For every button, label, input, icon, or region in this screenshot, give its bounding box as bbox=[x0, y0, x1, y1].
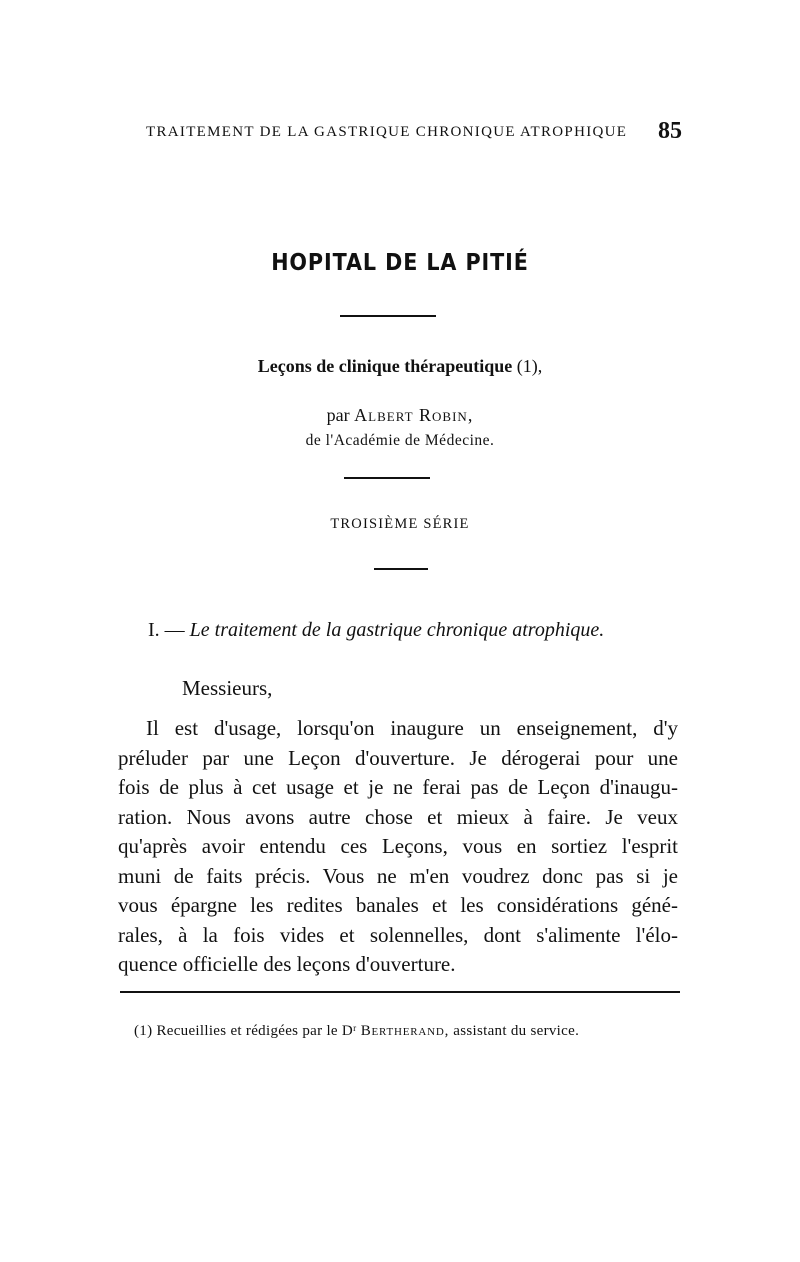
footnote-text: Recueillies et rédigées par le Dʳ bbox=[156, 1023, 357, 1039]
footnote-name: Bertherand, bbox=[360, 1023, 450, 1039]
author-prefix: par bbox=[326, 405, 350, 425]
section-number: I. — bbox=[148, 619, 185, 641]
series-label: TROISIÈME SÉRIE bbox=[330, 516, 470, 532]
author-affiliation: de l'Académie de Médecine. bbox=[305, 432, 495, 449]
text-line: quence officielle des leçons d'ouverture. bbox=[118, 952, 456, 976]
text-line: rales, à la fois vides et solennelles, dont s'alimente l'élo- bbox=[118, 922, 678, 947]
text-line: Il est d'usage, lorsqu'on inaugure un enseignement, d'y bbox=[146, 716, 678, 740]
hospital-title: HOPITAL DE LA PITIÉ bbox=[271, 250, 529, 276]
author-name: Albert Robin, bbox=[354, 405, 474, 425]
page-number: 85 bbox=[658, 118, 682, 144]
lecture-series-name: Leçons de clinique thérapeutique bbox=[257, 356, 513, 376]
text-line: fois de plus à cet usage et je ne ferai pas de Leçon d'inaugu- bbox=[118, 775, 678, 799]
footnote-rule bbox=[120, 991, 680, 993]
salutation: Messieurs, bbox=[182, 676, 273, 700]
section-title: Le traitement de la gastrique chronique atrophique. bbox=[189, 619, 605, 641]
footnote-reference: (1), bbox=[516, 356, 543, 376]
running-head bbox=[130, 118, 682, 146]
divider-rule bbox=[374, 568, 428, 570]
text-line: ration. Nous avons autre chose et mieux à faire. Je veux bbox=[118, 804, 678, 829]
running-title: TRAITEMENT DE LA GASTRIQUE CHRONIQUE ATROPHIQUE bbox=[146, 124, 628, 140]
footnote-marker: (1) bbox=[134, 1023, 153, 1039]
text-line: muni de faits précis. Vous ne m'en voudrez donc pas si je bbox=[118, 863, 678, 888]
divider-rule bbox=[344, 477, 430, 479]
text-line: vous épargne les redites banales et les considérations géné- bbox=[118, 893, 678, 917]
text-line: qu'après avoir entendu ces Leçons, vous en sortiez l'esprit bbox=[118, 834, 678, 858]
footnote-tail: assistant du service. bbox=[453, 1023, 580, 1039]
lecture-series-title bbox=[0, 356, 800, 377]
author-line bbox=[0, 405, 800, 426]
divider-rule bbox=[340, 315, 436, 317]
footnote bbox=[134, 1023, 579, 1040]
section-heading bbox=[148, 619, 604, 642]
body-paragraph bbox=[118, 714, 678, 980]
text-line: préluder par une Leçon d'ouverture. Je dérogerai pour une bbox=[118, 745, 678, 770]
